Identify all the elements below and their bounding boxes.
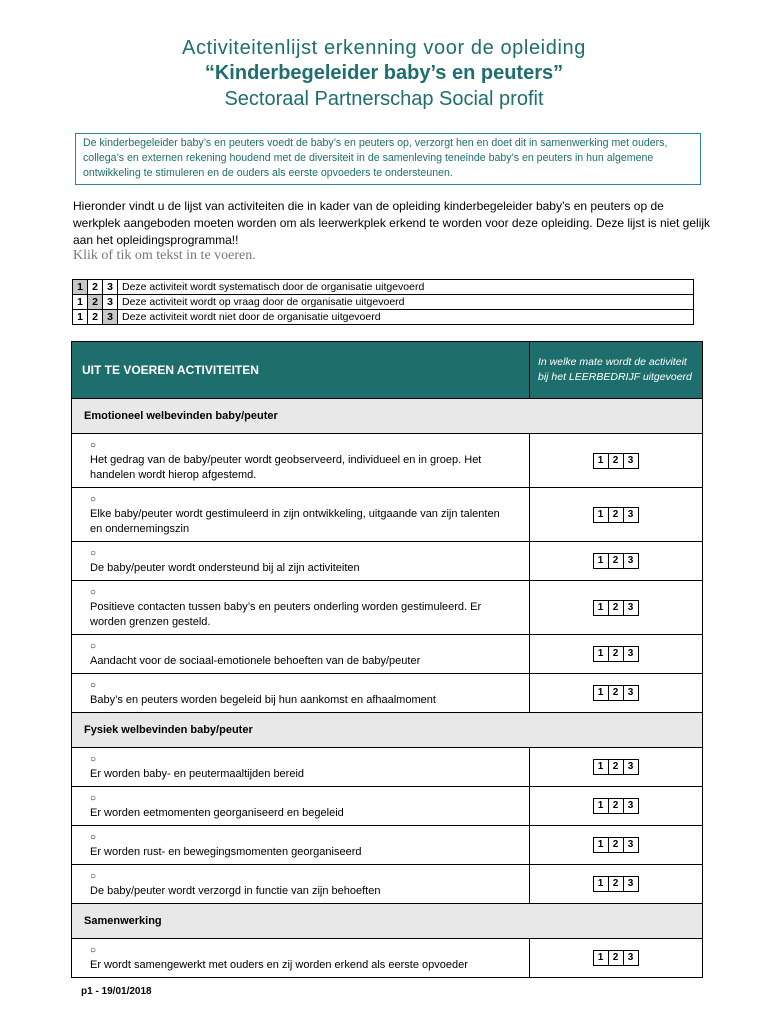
rating-option[interactable]: 3 [623, 759, 639, 775]
activity-row [72, 787, 703, 826]
rating-cell [530, 674, 703, 713]
rating-option[interactable]: 3 [623, 553, 639, 569]
rating-option[interactable]: 3 [623, 646, 639, 662]
table-header-row [72, 342, 703, 399]
section-row [72, 904, 703, 939]
rating-option[interactable]: 2 [608, 553, 624, 569]
bullet-icon: ○ [90, 587, 97, 598]
rating-selector [594, 685, 639, 701]
rating-option[interactable]: 1 [593, 950, 609, 966]
rating-option[interactable]: 2 [608, 876, 624, 892]
activity-text: Het gedrag van de baby/peuter wordt geobserveerd, individueel en in groep. Het handelen wordt hierop afgestemd. [90, 454, 482, 481]
rating-cell [530, 748, 703, 787]
rating-option[interactable]: 3 [623, 507, 639, 523]
rating-cell [530, 939, 703, 978]
rating-selector [594, 876, 639, 892]
bullet-icon: ○ [90, 871, 97, 882]
activity-row [72, 826, 703, 865]
legend-num: 1 [73, 310, 88, 325]
rating-selector [594, 646, 639, 662]
rating-option[interactable]: 3 [623, 876, 639, 892]
activity-text: De baby/peuter wordt verzorgd in functie van zijn behoeften [90, 885, 381, 897]
bullet-icon: ○ [90, 641, 97, 652]
activity-text: Er worden baby- en peutermaaltijden bereid [90, 768, 305, 780]
rating-cell [530, 826, 703, 865]
rating-cell [530, 488, 703, 542]
rating-option[interactable]: 2 [608, 600, 624, 616]
rating-option[interactable]: 2 [608, 507, 624, 523]
rating-option[interactable]: 3 [623, 837, 639, 853]
rating-option[interactable]: 1 [593, 453, 609, 469]
rating-cell [530, 434, 703, 488]
activity-cell [72, 434, 530, 488]
rating-option[interactable]: 3 [623, 685, 639, 701]
intro-box: De kinderbegeleider baby’s en peuters voedt de baby’s en peuters op, verzorgt hen en doet dit in samenwerking met ouders, collega’s en externen rekening houdend met de diversiteit in de samenleving teneinde baby’s en peuters in hun algemene ontwikkeling te stimuleren en de ouders als eerste opvoeders te ondersteunen. [75, 133, 701, 185]
rating-selector [594, 759, 639, 775]
bullet-icon: ○ [90, 793, 97, 804]
rating-option[interactable]: 2 [608, 759, 624, 775]
rating-selector [594, 950, 639, 966]
rating-legend [72, 279, 694, 325]
activity-cell [72, 542, 530, 581]
bullet-icon: ○ [90, 832, 97, 843]
legend-num: 1 [73, 295, 88, 310]
legend-text: Deze activiteit wordt systematisch door de organisatie uitgevoerd [118, 280, 694, 295]
activity-text: Baby’s en peuters worden begeleid bij hun aankomst en afhaalmoment [90, 694, 436, 706]
rating-column-header: In welke mate wordt de activiteit bij het LEERBEDRIJF uitgevoerd [530, 342, 703, 399]
rating-option[interactable]: 2 [608, 646, 624, 662]
rating-option[interactable]: 1 [593, 600, 609, 616]
title-line-3: Sectoraal Partnerschap Social profit [224, 88, 544, 110]
rating-cell [530, 581, 703, 635]
rating-option[interactable]: 1 [593, 646, 609, 662]
title-line-1: Activiteitenlijst erkenning voor de opleiding [182, 37, 586, 59]
activities-column-header: UIT TE VOEREN ACTIVITEITEN [72, 342, 530, 399]
activity-text: Er wordt samengewerkt met ouders en zij worden erkend als eerste opvoeder [90, 959, 468, 971]
text-entry-placeholder[interactable]: Klik of tik om tekst in te voeren. [73, 248, 256, 263]
activity-text: Positieve contacten tussen baby’s en peuters onderling worden gestimuleerd. Er worden grenzen gesteld. [90, 601, 482, 628]
rating-option[interactable]: 2 [608, 798, 624, 814]
activity-cell [72, 865, 530, 904]
rating-option[interactable]: 3 [623, 950, 639, 966]
section-title: Emotioneel welbevinden baby/peuter [72, 399, 703, 434]
activity-text: Er worden rust- en bewegingsmomenten georganiseerd [90, 846, 362, 858]
rating-option[interactable]: 1 [593, 837, 609, 853]
section-title: Samenwerking [72, 904, 703, 939]
rating-option[interactable]: 2 [608, 453, 624, 469]
legend-row [73, 310, 694, 325]
activity-cell [72, 787, 530, 826]
activity-row [72, 542, 703, 581]
rating-option[interactable]: 1 [593, 759, 609, 775]
activity-row [72, 581, 703, 635]
bullet-icon: ○ [90, 440, 97, 451]
activity-text: Aandacht voor de sociaal-emotionele behoeften van de baby/peuter [90, 655, 421, 667]
rating-cell [530, 865, 703, 904]
section-row [72, 399, 703, 434]
activity-cell [72, 581, 530, 635]
document-title [0, 36, 768, 112]
instructions-text: Hieronder vindt u de lijst van activiteiten die in kader van de opleiding kinderbegeleider baby’s en peuters op de werkplek aangeboden moeten worden om als leerwerkplek erkend te worden voor deze opleiding. Deze lijst is niet gelijk aan het opleidingsprogramma!! [73, 199, 711, 247]
activity-row [72, 748, 703, 787]
title-line-2: “Kinderbegeleider baby’s en peuters” [204, 62, 564, 84]
rating-selector [594, 798, 639, 814]
activity-row [72, 635, 703, 674]
rating-option[interactable]: 1 [593, 685, 609, 701]
rating-option[interactable]: 3 [623, 798, 639, 814]
activity-cell [72, 748, 530, 787]
activity-text: De baby/peuter wordt ondersteund bij al zijn activiteiten [90, 562, 360, 574]
rating-option[interactable]: 3 [623, 453, 639, 469]
legend-text: Deze activiteit wordt niet door de organisatie uitgevoerd [118, 310, 694, 325]
rating-option[interactable]: 3 [623, 600, 639, 616]
legend-num: 2 [88, 295, 103, 310]
legend-num: 2 [88, 280, 103, 295]
activity-row [72, 488, 703, 542]
bullet-icon: ○ [90, 754, 97, 765]
legend-row [73, 280, 694, 295]
legend-text: Deze activiteit wordt op vraag door de organisatie uitgevoerd [118, 295, 694, 310]
legend-num: 2 [88, 310, 103, 325]
rating-option[interactable]: 2 [608, 837, 624, 853]
rating-option[interactable]: 2 [608, 685, 624, 701]
rating-cell [530, 542, 703, 581]
legend-num: 1 [73, 280, 88, 295]
page-footer: p1 - 19/01/2018 [81, 986, 152, 997]
bullet-icon: ○ [90, 494, 97, 505]
activity-row [72, 865, 703, 904]
section-row [72, 713, 703, 748]
rating-cell [530, 787, 703, 826]
activity-cell [72, 674, 530, 713]
rating-selector [594, 507, 639, 523]
activity-text: Er worden eetmomenten georganiseerd en begeleid [90, 807, 344, 819]
rating-cell [530, 635, 703, 674]
activity-text: Elke baby/peuter wordt gestimuleerd in zijn ontwikkeling, uitgaande van zijn talenten en ondernemingszin [90, 508, 500, 535]
rating-selector [594, 837, 639, 853]
activity-row [72, 434, 703, 488]
activity-row [72, 674, 703, 713]
rating-selector [594, 453, 639, 469]
activity-cell [72, 826, 530, 865]
activity-cell [72, 939, 530, 978]
rating-option[interactable]: 2 [608, 950, 624, 966]
activity-cell [72, 488, 530, 542]
bullet-icon: ○ [90, 945, 97, 956]
rating-option[interactable]: 1 [593, 798, 609, 814]
legend-row [73, 295, 694, 310]
section-title: Fysiek welbevinden baby/peuter [72, 713, 703, 748]
bullet-icon: ○ [90, 680, 97, 691]
legend-num: 3 [103, 310, 118, 325]
rating-selector [594, 553, 639, 569]
activity-row [72, 939, 703, 978]
rating-option[interactable]: 1 [593, 553, 609, 569]
legend-num: 3 [103, 295, 118, 310]
rating-selector [594, 600, 639, 616]
activity-cell [72, 635, 530, 674]
legend-num: 3 [103, 280, 118, 295]
bullet-icon: ○ [90, 548, 97, 559]
rating-option[interactable]: 1 [593, 507, 609, 523]
rating-option[interactable]: 1 [593, 876, 609, 892]
activities-table [71, 341, 703, 978]
